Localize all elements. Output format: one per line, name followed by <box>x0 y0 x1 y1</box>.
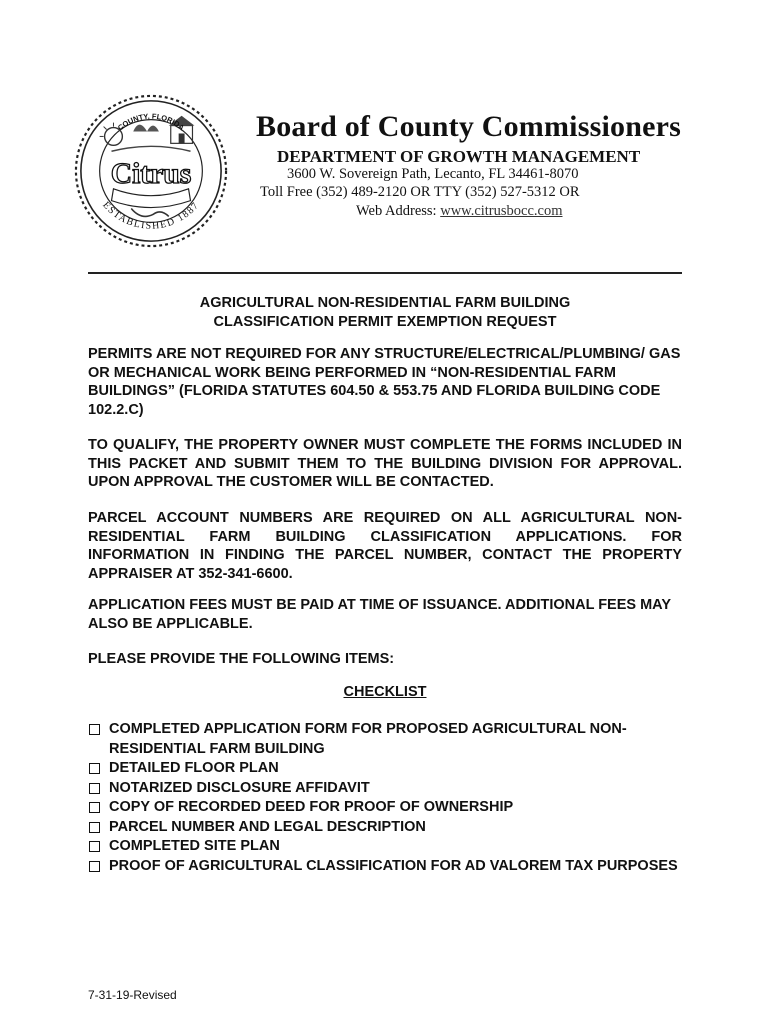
web-label: Web Address: <box>356 203 437 219</box>
letterhead-web <box>356 203 563 220</box>
checklist-item-label: PROOF OF AGRICULTURAL CLASSIFICATION FOR AD VALOREM TAX PURPOSES <box>109 857 678 874</box>
paragraph-provide: PLEASE PROVIDE THE FOLLOWING ITEMS: <box>88 651 395 667</box>
checklist-item <box>88 779 682 799</box>
checkbox[interactable] <box>89 783 100 794</box>
letterhead-title: Board of County Commissioners <box>256 110 681 143</box>
checklist-item <box>88 798 682 818</box>
checkbox[interactable] <box>89 724 100 735</box>
checklist-item-label: NOTARIZED DISCLOSURE AFFIDAVIT <box>109 779 370 796</box>
form-heading-line-1: AGRICULTURAL NON-RESIDENTIAL FARM BUILDING <box>199 295 571 311</box>
checkbox[interactable] <box>89 861 100 872</box>
checkbox[interactable] <box>89 763 100 774</box>
checklist-item-label: COMPLETED APPLICATION FORM FOR PROPOSED AGRICULTURAL NON-RESIDENTIAL FARM BUILDING <box>109 721 627 757</box>
county-seal-logo <box>72 92 230 250</box>
checklist-item-label: COMPLETED SITE PLAN <box>109 838 280 854</box>
checklist-item <box>88 818 682 838</box>
letterhead-address: 3600 W. Sovereign Path, Lecanto, FL 34461-8070 <box>287 166 579 182</box>
header-divider <box>88 272 682 274</box>
seal-top-text: COUNTY, FLORIDA <box>115 111 187 133</box>
checklist-item <box>88 837 682 857</box>
letterhead-phone: Toll Free (352) 489-2120 OR TTY (352) 527-5312 OR <box>260 184 580 200</box>
seal-name: Citrus <box>110 157 192 190</box>
checklist-item-label: PARCEL NUMBER AND LEGAL DESCRIPTION <box>109 818 426 835</box>
paragraph-fees: APPLICATION FEES MUST BE PAID AT TIME OF ISSUANCE. ADDITIONAL FEES MAY ALSO BE APPLICABLE. <box>88 597 671 632</box>
checkbox[interactable] <box>89 841 100 852</box>
paragraph-permits: PERMITS ARE NOT REQUIRED FOR ANY STRUCTURE/ELECTRICAL/PLUMBING/ GAS OR MECHANICAL WORK BEING PERFORMED IN “NON-RESIDENTIAL FARM BUILDINGS” (FLORIDA STATUTES 604.50 & 553.75 AND FLORIDA BUILDING CODE 102.2.C) <box>88 346 681 418</box>
checklist-item <box>88 759 682 779</box>
checklist-item <box>88 720 682 759</box>
letterhead-department: DEPARTMENT OF GROWTH MANAGEMENT <box>277 147 641 166</box>
paragraph-qualify: TO QUALIFY, THE PROPERTY OWNER MUST COMPLETE THE FORMS INCLUDED IN THIS PACKET AND SUBMIT THEM TO THE BUILDING DIVISION FOR APPROVAL. UPON APPROVAL THE CUSTOMER WILL BE CONTACTED. <box>88 437 682 490</box>
web-link[interactable]: www.citrusbocc.com <box>440 203 563 219</box>
checklist-item-label: DETAILED FLOOR PLAN <box>109 760 279 776</box>
checklist <box>88 720 682 876</box>
checklist-item <box>88 857 682 877</box>
checklist-item-label: COPY OF RECORDED DEED FOR PROOF OF OWNERSHIP <box>109 799 514 815</box>
seal-bottom-text: ESTABLISHED 1887 <box>100 199 202 232</box>
checklist-title: CHECKLIST <box>343 684 427 700</box>
form-heading-line-2: CLASSIFICATION PERMIT EXEMPTION REQUEST <box>213 314 557 330</box>
checkbox[interactable] <box>89 802 100 813</box>
paragraph-parcel: PARCEL ACCOUNT NUMBERS ARE REQUIRED ON ALL AGRICULTURAL NON-RESIDENTIAL FARM BUILDING CLASSIFICATION APPLICATIONS. FOR INFORMATION IN FINDING THE PARCEL NUMBER, CONTACT THE PROPERTY APPRAISER AT 352-341-6600. <box>88 510 682 582</box>
form-heading <box>88 294 682 332</box>
revision-footer: 7-31-19-Revised <box>88 988 177 1002</box>
checkbox[interactable] <box>89 822 100 833</box>
